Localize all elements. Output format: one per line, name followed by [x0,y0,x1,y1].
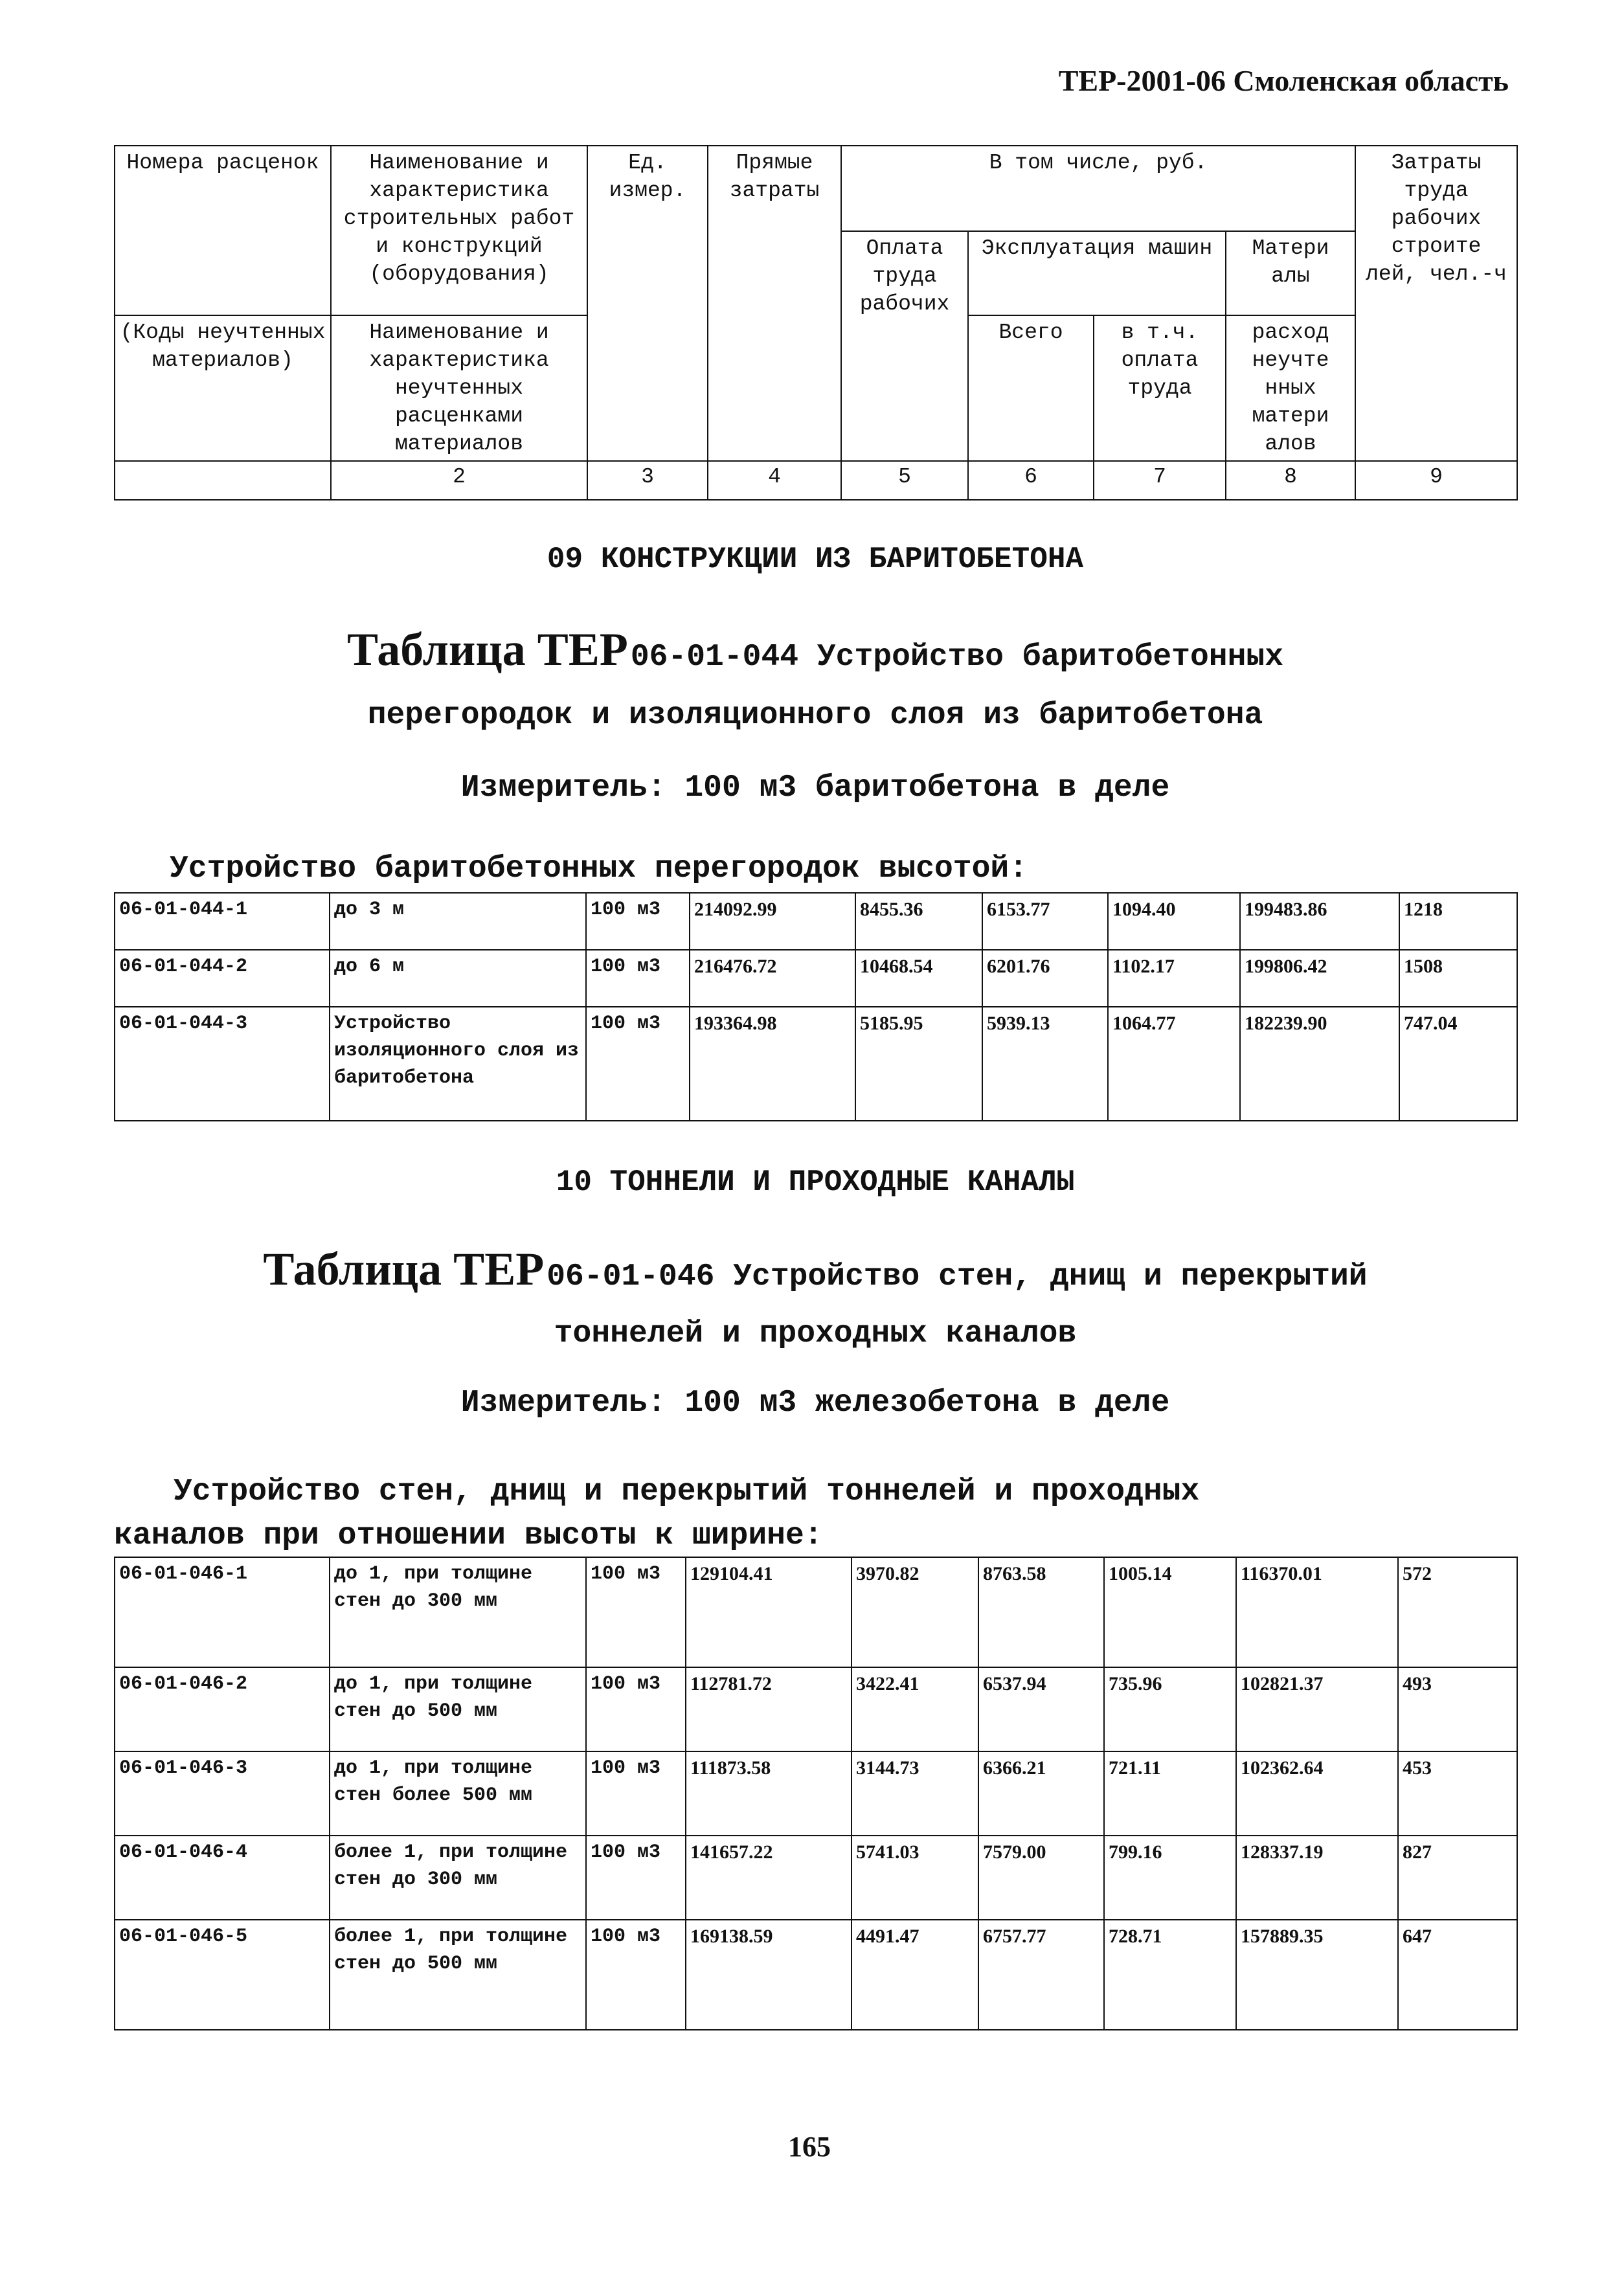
labor-pay: 8455.36 [855,893,982,950]
labor-pay: 5741.03 [851,1836,978,1920]
table-title-lead: Таблица ТЕР [347,624,628,675]
header-materials: Матери алы [1226,231,1355,315]
labor-pay: 10468.54 [855,950,982,1007]
rate-name: до 3 м [330,893,586,950]
group-title: Устройство баритобетонных перегородок высотой: [170,851,1028,886]
machines-total: 6366.21 [978,1751,1104,1836]
labor-hours: 1508 [1399,950,1517,1007]
rate-name: более 1, при толщине стен до 300 мм [330,1836,586,1920]
labor-hours: 647 [1398,1920,1517,2030]
labor-hours: 747.04 [1399,1007,1517,1121]
table-row [115,893,1517,950]
direct-costs: 214092.99 [690,893,855,950]
header-colnum: 5 [841,461,968,500]
group-title-line1: Устройство стен, днищ и перекрытий тоннелей и проходных [174,1474,1200,1509]
header-colnum: 7 [1094,461,1226,500]
rate-name: Устройство изоляционного слоя из баритобетона [330,1007,586,1121]
table-title-rest: 06-01-044 Устройство баритобетонных [630,640,1283,675]
machines-labor: 721.11 [1104,1751,1236,1836]
rate-name: более 1, при толщине стен до 500 мм [330,1920,586,2030]
table-row [115,1667,1517,1751]
rate-name: до 1, при толщине стен до 500 мм [330,1667,586,1751]
labor-pay: 4491.47 [851,1920,978,2030]
section-title: 10 ТОННЕЛИ И ПРОХОДНЫЕ КАНАЛЫ [556,1165,1075,1199]
labor-hours: 827 [1398,1836,1517,1920]
materials: 157889.35 [1236,1920,1398,2030]
rate-unit: 100 м3 [586,1836,686,1920]
labor-hours: 493 [1398,1667,1517,1751]
materials: 116370.01 [1236,1557,1398,1667]
machines-total: 6537.94 [978,1667,1104,1751]
table-row [115,1751,1517,1836]
rate-unit: 100 м3 [586,893,690,950]
header-colnum: 4 [708,461,841,500]
table-row [115,1836,1517,1920]
table-title-lead: Таблица ТЕР [263,1243,545,1295]
labor-hours: 572 [1398,1557,1517,1667]
direct-costs: 112781.72 [686,1667,851,1751]
materials: 199483.86 [1240,893,1399,950]
header-colnum: 2 [331,461,587,500]
table-title-line2: перегородок и изоляционного слоя из баритобетона [367,698,1263,733]
rate-unit: 100 м3 [586,1920,686,2030]
header-machines-total: Всего [968,315,1094,461]
header-rates-number: Номера расценок [115,146,331,315]
materials: 102821.37 [1236,1667,1398,1751]
header-labor-pay: Оплата труда рабочих [841,231,968,461]
table-row [115,1007,1517,1121]
direct-costs: 169138.59 [686,1920,851,2030]
machines-total: 6201.76 [982,950,1108,1007]
header-direct-costs: Прямые затраты [708,146,841,461]
header-including: В том числе, руб. [841,146,1355,231]
rate-unit: 100 м3 [586,1667,686,1751]
rate-unit: 100 м3 [586,1751,686,1836]
rate-name: до 1, при толщине стен до 300 мм [330,1557,586,1667]
header-colnum: 3 [587,461,708,500]
measure-unit: Измеритель: 100 м3 баритобетона в деле [460,770,1170,805]
materials: 102362.64 [1236,1751,1398,1836]
materials: 199806.42 [1240,950,1399,1007]
group-title-line2: каналов при отношении высоты к ширине: [114,1518,823,1553]
page-number: 165 [788,2131,831,2163]
machines-labor: 799.16 [1104,1836,1236,1920]
machines-labor: 1005.14 [1104,1557,1236,1667]
rate-code: 06-01-046-5 [115,1920,330,2030]
rate-name: до 6 м [330,950,586,1007]
page-header-title: ТЕР-2001-06 Смоленская область [1058,64,1509,97]
header-unaccounted-materials: Наименование и характеристика неучтенных расценками материалов [331,315,587,461]
header-colnum: 9 [1355,461,1517,500]
direct-costs: 129104.41 [686,1557,851,1667]
section-title: 09 КОНСТРУКЦИИ ИЗ БАРИТОБЕТОНА [547,543,1084,576]
rate-name: до 1, при толщине стен более 500 мм [330,1751,586,1836]
measure-unit: Измеритель: 100 м3 железобетона в деле [460,1386,1170,1421]
table-row [115,1920,1517,2030]
header-machines: Эксплуатация машин [968,231,1226,315]
header-unit: Ед. измер. [587,146,708,461]
machines-labor: 728.71 [1104,1920,1236,2030]
rate-code: 06-01-044-3 [115,1007,330,1121]
machines-total: 7579.00 [978,1836,1104,1920]
materials: 182239.90 [1240,1007,1399,1121]
table-title-line2: тоннелей и проходных каналов [554,1316,1077,1351]
rate-code: 06-01-046-2 [115,1667,330,1751]
direct-costs: 193364.98 [690,1007,855,1121]
direct-costs: 111873.58 [686,1751,851,1836]
labor-pay: 3144.73 [851,1751,978,1836]
header-colnum-empty [115,461,331,500]
rate-unit: 100 м3 [586,1007,690,1121]
direct-costs: 141657.22 [686,1836,851,1920]
machines-total: 6757.77 [978,1920,1104,2030]
header-unaccounted-consumption: расход неучте нных матери алов [1226,315,1355,461]
rate-unit: 100 м3 [586,1557,686,1667]
labor-pay: 5185.95 [855,1007,982,1121]
machines-total: 8763.58 [978,1557,1104,1667]
machines-total: 6153.77 [982,893,1108,950]
rate-code: 06-01-044-2 [115,950,330,1007]
machines-labor: 1064.77 [1108,1007,1240,1121]
rate-code: 06-01-046-1 [115,1557,330,1667]
group-title [114,1470,1517,1558]
labor-hours: 453 [1398,1751,1517,1836]
rate-code: 06-01-044-1 [115,893,330,950]
header-material-codes: (Коды неучтенных материалов) [115,315,331,461]
table-row [115,950,1517,1007]
direct-costs: 216476.72 [690,950,855,1007]
machines-total: 5939.13 [982,1007,1108,1121]
machines-labor: 1094.40 [1108,893,1240,950]
header-machines-labor: в т.ч. оплата труда [1094,315,1226,461]
header-work-name: Наименование и характеристика строительных работ и конструкций (оборудования) [331,146,587,315]
header-colnum: 8 [1226,461,1355,500]
header-colnum: 6 [968,461,1094,500]
rate-unit: 100 м3 [586,950,690,1007]
labor-pay: 3422.41 [851,1667,978,1751]
labor-pay: 3970.82 [851,1557,978,1667]
table-title [114,1243,1517,1360]
machines-labor: 1102.17 [1108,950,1240,1007]
labor-hours: 1218 [1399,893,1517,950]
materials: 128337.19 [1236,1836,1398,1920]
column-header-table [114,145,1518,500]
rates-table-044 [114,892,1518,1121]
rates-table-046 [114,1557,1518,2030]
header-labor-hours: Затраты труда рабочих строите лей, чел.-ч [1355,146,1517,461]
table-row [115,1557,1517,1667]
table-title-rest: 06-01-046 Устройство стен, днищ и перекрытий [547,1259,1368,1294]
rate-code: 06-01-046-4 [115,1836,330,1920]
rate-code: 06-01-046-3 [115,1751,330,1836]
table-title [114,623,1517,742]
machines-labor: 735.96 [1104,1667,1236,1751]
